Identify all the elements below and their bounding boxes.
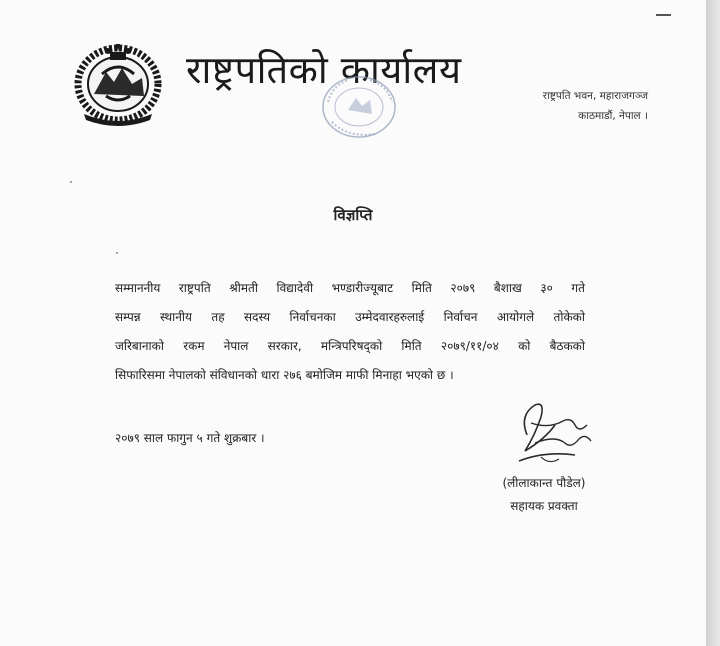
- signatory-title: सहायक प्रवक्ता: [510, 499, 578, 513]
- notice-body-line: सिफारिसमा नेपालको संविधानको धारा २७६ बमोजिम माफी मिनाहा भएको छ ।: [115, 368, 454, 382]
- speck: [116, 252, 118, 254]
- page-edge-shadow: [706, 0, 720, 646]
- office-title: राष्ट्रपतिको कार्यालय: [186, 48, 462, 92]
- notice-body-line: सम्माननीय राष्ट्रपति श्रीमती विद्यादेवी भण्डारीज्यूबाट मिति २०७९ बैशाख ३० गते: [115, 281, 585, 295]
- nepal-emblem-icon: [72, 38, 164, 126]
- office-stamp-icon: [318, 72, 400, 142]
- signatory-name: (लीलाकान्त पौडेल): [502, 476, 586, 490]
- notice-body-line: जरिबानाको रकम नेपाल सरकार, मन्त्रिपरिषद्को मिति २०७९/११/०४ को बैठकको: [115, 339, 585, 353]
- notice-heading: विज्ञप्ति: [333, 206, 373, 224]
- address-line-2: काठमाडौं, नेपाल ।: [578, 110, 648, 122]
- speck: [70, 181, 72, 183]
- address-line-1: राष्ट्रपति भवन, महाराजगञ्ज: [542, 90, 648, 102]
- minus-icon: [656, 14, 671, 16]
- notice-date: २०७९ साल फागुन ५ गते शुक्रबार ।: [115, 431, 265, 445]
- signature-icon: [505, 395, 600, 477]
- notice-body-line: सम्पन्न स्थानीय तह सदस्य निर्वाचनका उम्मेदवारहरुलाई निर्वाचन आयोगले तोकेको: [115, 310, 585, 324]
- office-address: [498, 86, 648, 126]
- notice-body: [115, 274, 585, 390]
